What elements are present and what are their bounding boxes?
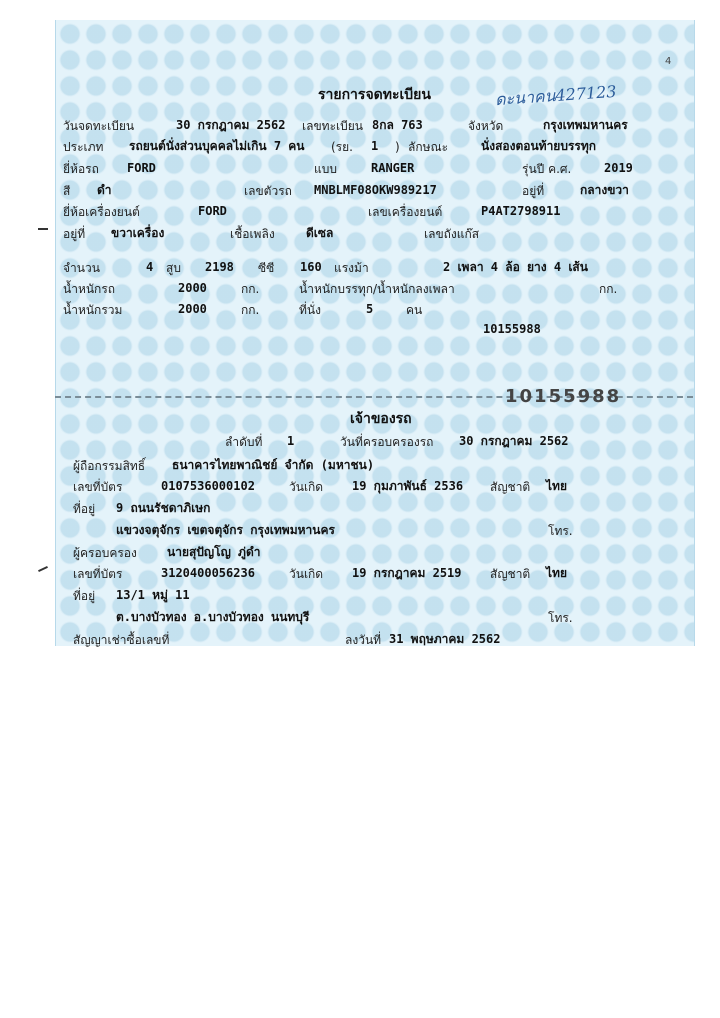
province: กรุงเทพมหานคร xyxy=(543,118,628,132)
weight-label: น้ำหนักรถ xyxy=(63,282,116,296)
person-label: คน xyxy=(406,303,423,317)
possessor-label: ผู้ครอบครอง xyxy=(73,546,137,560)
horsepower: 160 xyxy=(300,260,322,274)
page-title: รายการจดทะเบียน xyxy=(318,87,431,103)
engine-brand-label: ยี่ห้อเครื่องยนต์ xyxy=(63,205,140,219)
kg-unit-2: กก. xyxy=(599,282,618,296)
engine-no-label: เลขเครื่องยนต์ xyxy=(368,205,443,219)
reg-date-label: วันจดทะเบียน xyxy=(63,119,135,133)
cc-label: ซีซี xyxy=(258,261,275,275)
birth-date: 19 กุมภาพันธ์ 2536 xyxy=(352,479,464,493)
birth-date-label-2: วันเกิด xyxy=(289,567,324,581)
year-label: รุ่นปี ค.ศ. xyxy=(522,162,572,176)
gross-weight: 2000 xyxy=(178,302,207,316)
cylinders: 4 xyxy=(146,260,154,274)
kg-unit-3: กก. xyxy=(241,303,260,317)
address-line-1: 9 ถนนรัชดาภิเษก xyxy=(116,501,211,515)
nationality-label: สัญชาติ xyxy=(490,480,531,494)
document-number-stamp xyxy=(505,388,621,396)
brand-label: ยี่ห้อรถ xyxy=(63,162,99,176)
model-label: แบบ xyxy=(314,162,337,176)
color-label: สี xyxy=(63,184,71,198)
sequence-number: 1 xyxy=(287,434,295,448)
nationality: ไทย xyxy=(546,479,567,493)
style-label: ลักษณะ xyxy=(408,140,449,154)
id-card-number-2: 3120400056236 xyxy=(161,566,255,580)
id-card-label-2: เลขที่บัตร xyxy=(73,567,123,581)
nationality-label-2: สัญชาติ xyxy=(490,567,531,581)
handwritten-note: ดะนาคน427123 xyxy=(494,81,618,110)
color: ดำ xyxy=(97,183,112,197)
address-label: ที่อยู่ xyxy=(73,502,96,516)
owner-section-title: เจ้าของรถ xyxy=(350,411,412,427)
address-line-2: แขวงจตุจักร เขตจตุจักร กรุงเทพมหานคร xyxy=(116,523,335,537)
lease-date-label: ลงวันที่ xyxy=(345,633,382,647)
reg-no-label: เลขทะเบียน xyxy=(302,119,363,133)
tel-label: โทร. xyxy=(548,524,573,538)
id-card-label: เลขที่บัตร xyxy=(73,480,123,494)
nationality-2: ไทย xyxy=(546,566,567,580)
sequence-label: ลำดับที่ xyxy=(225,435,263,449)
reg-no: 8กล 763 xyxy=(372,118,423,132)
rights-holder-label: ผู้ถือกรรมสิทธิ์ xyxy=(73,459,146,473)
possessor-name: นายสุปัญโญ ภู่ดำ xyxy=(167,545,261,559)
address-line-4: ต.บางบัวทอง อ.บางบัวทอง นนทบุรี xyxy=(116,610,310,624)
fuel-label: เชื้อเพลิง xyxy=(230,227,275,241)
engine-location-label: อยู่ที่ xyxy=(63,227,86,241)
birth-date-label: วันเกิด xyxy=(289,480,324,494)
tel-label-2: โทร. xyxy=(548,611,573,625)
document-number: 10155988 xyxy=(483,322,541,336)
possession-date-label: วันที่ครอบครองรถ xyxy=(340,435,434,449)
engine-cc: 2198 xyxy=(205,260,234,274)
address-line-3: 13/1 หมู่ 11 xyxy=(116,588,190,602)
chassis-label: เลขตัวรถ xyxy=(244,184,292,198)
payload-label: น้ำหนักบรรทุก/น้ำหนักลงเพลา xyxy=(299,282,455,296)
chassis-number: MNBLMF08OKW989217 xyxy=(314,183,437,197)
vehicle-style: นั่งสองตอนท้ายบรรทุก xyxy=(481,139,597,153)
rights-holder: ธนาคารไทยพาณิชย์ จำกัด (มหาชน) xyxy=(172,458,375,472)
cylinders-label: สูบ xyxy=(166,261,181,275)
gas-tank-label: เลขถังแก๊ส xyxy=(424,227,480,241)
axles-wheels: 2 เพลา 4 ล้อ ยาง 4 เส้น xyxy=(443,260,588,274)
lease-contract-label: สัญญาเช่าซื้อเลขที่ xyxy=(73,633,170,647)
type-label: ประเภท xyxy=(63,140,104,154)
gross-weight-label: น้ำหนักรวม xyxy=(63,303,123,317)
count-label: จำนวน xyxy=(63,261,100,275)
class-close: ) xyxy=(395,140,400,154)
possession-date: 30 กรกฎาคม 2562 xyxy=(459,434,569,448)
lease-date: 31 พฤษภาคม 2562 xyxy=(389,632,501,646)
engine-number: P4AT2798911 xyxy=(481,204,561,218)
engine-location: ขวาเครื่อง xyxy=(111,226,165,240)
vehicle-type: รถยนต์นั่งส่วนบุคคลไม่เกิน 7 คน xyxy=(129,139,305,153)
brand: FORD xyxy=(127,161,156,175)
hp-label: แรงม้า xyxy=(334,261,369,275)
scan-mark xyxy=(38,566,48,572)
address-label-2: ที่อยู่ xyxy=(73,589,96,603)
page-number: 4 xyxy=(665,56,672,67)
seats-label: ที่นั่ง xyxy=(299,303,321,317)
chassis-location: กลางขวา xyxy=(580,183,629,197)
chassis-location-label: อยู่ที่ xyxy=(522,184,545,198)
model-year: 2019 xyxy=(604,161,633,175)
reg-date: 30 กรกฎาคม 2562 xyxy=(176,118,286,132)
scan-mark xyxy=(38,228,48,230)
fuel: ดีเซล xyxy=(306,226,334,240)
kg-unit-1: กก. xyxy=(241,282,260,296)
seats: 5 xyxy=(366,302,374,316)
vehicle-weight: 2000 xyxy=(178,281,207,295)
registration-form-sheet xyxy=(55,20,695,646)
id-card-number: 0107536000102 xyxy=(161,479,255,493)
birth-date-2: 19 กรกฎาคม 2519 xyxy=(352,566,462,580)
class-no: 1 xyxy=(371,139,379,153)
model: RANGER xyxy=(371,161,415,175)
province-label: จังหวัด xyxy=(468,119,504,133)
class-open: (รย. xyxy=(331,140,353,154)
engine-brand: FORD xyxy=(198,204,227,218)
